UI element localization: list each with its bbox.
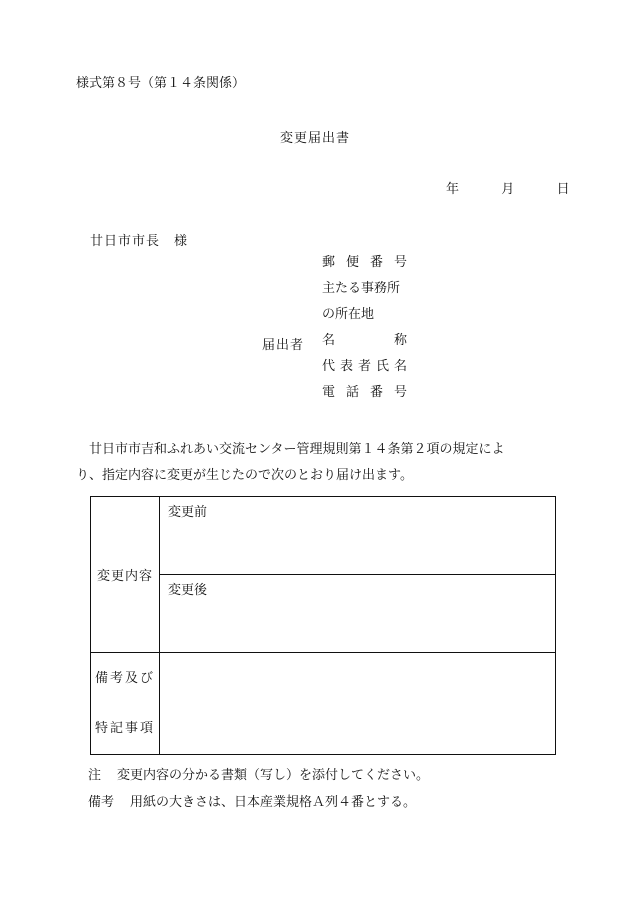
attachment-note — [88, 764, 429, 783]
addressee: 廿日市市長 様 — [90, 234, 189, 249]
after-change-cell[interactable] — [160, 575, 556, 653]
date-year-label: 年 — [446, 182, 460, 197]
applicant-fields — [322, 256, 407, 412]
remarks-label-line1: 備考及び — [94, 670, 155, 686]
remarks-cell[interactable] — [160, 653, 556, 755]
phone-number-label: 電 話 番 号 — [322, 385, 407, 400]
office-address-label-line1: 主たる事務所 — [322, 281, 401, 296]
statement-line1: 廿日市市吉和ふれあい交流センター管理規則第１４条第２項の規定によ — [89, 442, 505, 457]
change-content-label: 変更内容 — [91, 497, 160, 653]
after-change-label: 変更後 — [168, 583, 208, 598]
remark-text: 用紙の大きさは、日本産業規格Ａ列４番とする。 — [130, 795, 417, 810]
office-address-label-line2: の所在地 — [322, 307, 375, 322]
document-title: 変更届出書 — [279, 131, 350, 146]
date-line — [446, 178, 570, 197]
postal-code-label: 郵 便 番 号 — [322, 255, 407, 270]
remarks-label — [91, 653, 160, 755]
note-text: 変更内容の分かる書類（写し）を添付してください。 — [117, 768, 430, 783]
date-day-label: 日 — [556, 182, 570, 197]
applicant-label: 届出者 — [262, 338, 305, 353]
remarks-label-line2: 特記事項 — [94, 720, 155, 736]
remark-prefix: 備考 — [88, 795, 115, 810]
representative-name-label: 代 表 者 氏 名 — [322, 359, 407, 374]
name-label: 名 称 — [322, 333, 407, 348]
form-number: 様式第８号（第１４条関係） — [76, 76, 246, 91]
note-prefix: 注 — [88, 768, 102, 783]
date-month-label: 月 — [501, 182, 515, 197]
statement-line2: り、指定内容に変更が生じたので次のとおり届け出ます。 — [76, 468, 413, 483]
statement-text — [76, 437, 554, 489]
change-details-table — [90, 496, 556, 755]
before-change-cell[interactable] — [160, 497, 556, 575]
paper-size-note — [88, 791, 416, 810]
before-change-label: 変更前 — [168, 505, 208, 520]
